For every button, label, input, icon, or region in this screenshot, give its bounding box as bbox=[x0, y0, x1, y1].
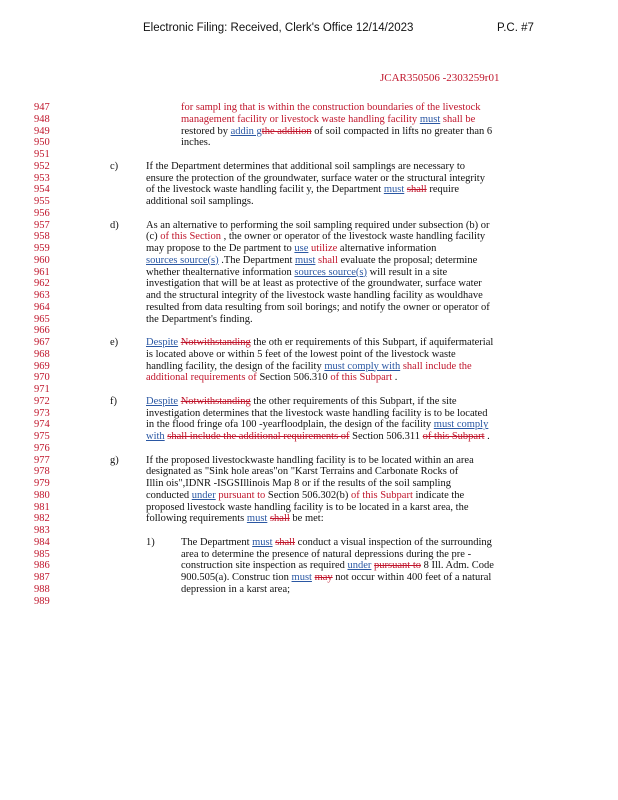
text-segment: If the Department determines that additional soil samplings are necessary to bbox=[146, 160, 465, 172]
text-line bbox=[146, 502, 468, 514]
subsection-label: f) bbox=[110, 395, 117, 407]
text-segment: utilize bbox=[308, 243, 338, 254]
text-line bbox=[146, 278, 482, 290]
line-number: 984 bbox=[34, 536, 50, 548]
text-segment: investigation determines that the livestock waste handling facility is to be located bbox=[146, 407, 488, 419]
line-number: 979 bbox=[34, 478, 50, 489]
text-line bbox=[146, 184, 459, 196]
text-line bbox=[146, 255, 477, 267]
text-segment: for sampl ing that is within the construction boundaries of the livestock bbox=[181, 102, 481, 113]
text-line bbox=[181, 102, 481, 114]
text-segment: additional soil samplings. bbox=[146, 196, 254, 207]
text-line bbox=[146, 372, 397, 384]
text-line bbox=[146, 243, 436, 255]
text-line bbox=[146, 196, 254, 208]
line-number: 975 bbox=[34, 431, 50, 442]
deleted-text: shall bbox=[275, 536, 296, 548]
text-segment: investigation that will be at least as protective of the groundwater, surface water bbox=[146, 278, 482, 290]
line-number: 947 bbox=[34, 102, 50, 113]
text-segment: proposed livestock waste handling facility is to be located in a karst area, the bbox=[146, 501, 469, 513]
text-segment: As an alternative to performing the soil sampling required under subsection (b) or bbox=[146, 219, 490, 231]
subsection-label: d) bbox=[110, 219, 119, 231]
inserted-text: sources source(s) bbox=[294, 266, 368, 278]
line-number: 969 bbox=[34, 360, 50, 372]
line-number: 965 bbox=[34, 313, 50, 325]
text-segment: , the owner or operator of the livestock waste handling facility bbox=[220, 231, 486, 243]
line-number: 948 bbox=[34, 113, 50, 125]
text-line bbox=[146, 361, 472, 373]
text-segment: designated as "Sink hole areas"on "Karst Terrains and Carbonate Rocks of bbox=[146, 466, 459, 478]
text-segment: .The Department bbox=[218, 254, 295, 266]
text-segment: Section 506.302(b) bbox=[265, 489, 352, 501]
text-line bbox=[181, 572, 491, 584]
line-number: 967 bbox=[34, 337, 50, 348]
line-number: 955 bbox=[34, 196, 50, 207]
text-segment: (c) bbox=[146, 231, 161, 243]
inserted-text: Despite bbox=[146, 337, 179, 348]
line-number: 986 bbox=[34, 560, 50, 572]
line-number: 985 bbox=[34, 548, 50, 560]
line-number: 964 bbox=[34, 301, 50, 313]
pc-number: P.C. #7 bbox=[497, 22, 534, 34]
line-number: 977 bbox=[34, 454, 50, 466]
deleted-text: Notwithstanding bbox=[180, 395, 251, 407]
text-segment: of soil compacted in lifts no greater than 6 bbox=[311, 125, 493, 137]
line-number: 987 bbox=[34, 572, 50, 583]
text-segment: management facility or livestock waste handling facility bbox=[181, 113, 420, 125]
text-segment: shall include the bbox=[400, 360, 472, 372]
text-segment: the oth er requirements of this Subpart, if aquifermaterial bbox=[250, 337, 494, 348]
line-number: 954 bbox=[34, 184, 50, 196]
text-segment: whether thealternative information bbox=[146, 266, 295, 278]
text-segment: not occur within 400 feet of a natural bbox=[332, 572, 492, 583]
text-line bbox=[181, 537, 492, 549]
text-line bbox=[146, 455, 474, 467]
text-line bbox=[181, 126, 492, 138]
subsection-label: 1) bbox=[146, 536, 155, 548]
text-segment: depression in a karst area; bbox=[181, 583, 291, 595]
text-segment: inches. bbox=[181, 137, 211, 149]
text-line bbox=[146, 431, 490, 443]
line-number: 973 bbox=[34, 407, 50, 419]
text-segment: indicate the bbox=[412, 489, 465, 501]
text-segment: in the flood fringe ofa 100 -yearfloodplain, the design of the facility bbox=[146, 419, 434, 431]
line-number: 949 bbox=[34, 125, 50, 137]
text-segment: 8 Ill. Adm. Code bbox=[421, 560, 494, 572]
line-number: 953 bbox=[34, 172, 50, 184]
text-segment: Section 506.310 bbox=[256, 372, 331, 384]
text-line bbox=[146, 419, 488, 431]
text-line bbox=[146, 302, 490, 314]
text-segment: following requirements bbox=[146, 513, 247, 525]
deleted-text: Notwithstanding bbox=[180, 337, 251, 348]
document-id: JCAR350506 -2303259r01 bbox=[380, 72, 500, 84]
line-number: 961 bbox=[34, 266, 50, 278]
line-number: 957 bbox=[34, 219, 50, 231]
line-number: 982 bbox=[34, 513, 50, 525]
text-segment: evaluate the proposal; determine bbox=[337, 254, 478, 266]
deleted-text: may bbox=[314, 572, 333, 583]
deleted-text: shall include the additional requirements of bbox=[167, 431, 350, 442]
text-segment: of this Subpart bbox=[351, 489, 413, 501]
text-segment: resulted from data resulting from soil borings; and notify the owner or operator of bbox=[146, 301, 490, 313]
text-segment: of this Subpart bbox=[330, 372, 393, 384]
text-line bbox=[146, 290, 483, 302]
text-segment: restored by bbox=[181, 125, 231, 137]
text-line bbox=[146, 478, 451, 490]
text-segment: of this Section bbox=[160, 231, 221, 243]
line-number: 970 bbox=[34, 372, 50, 384]
text-segment: Illin ois",IDNR -ISGSIllinois Map 8 or if the results of the soil sampling bbox=[146, 478, 451, 489]
text-segment: shall be bbox=[440, 113, 476, 125]
line-number: 968 bbox=[34, 348, 50, 360]
text-segment: be met: bbox=[289, 513, 324, 525]
inserted-text: must bbox=[252, 536, 273, 548]
text-segment: is located above or within 5 feet of the lowest point of the livestock waste bbox=[146, 348, 456, 360]
text-line bbox=[146, 220, 490, 232]
text-segment: ensure the protection of the groundwater, surface water or the structural integrity bbox=[146, 172, 485, 184]
line-number: 972 bbox=[34, 395, 50, 407]
line-number: 958 bbox=[34, 231, 50, 243]
inserted-text: use bbox=[294, 243, 309, 254]
text-line bbox=[146, 466, 458, 478]
text-segment: conducted bbox=[146, 489, 192, 501]
deleted-text: the addition bbox=[261, 125, 312, 137]
line-number: 950 bbox=[34, 137, 50, 149]
text-segment: area to determine the presence of natural depressions during the pre - bbox=[181, 548, 472, 560]
line-number: 978 bbox=[34, 466, 50, 478]
deleted-text: shall bbox=[269, 513, 290, 525]
text-segment: pursuant to bbox=[215, 489, 266, 501]
line-number: 962 bbox=[34, 278, 50, 290]
text-segment: conduct a visual inspection of the surrounding bbox=[295, 536, 492, 548]
text-line bbox=[146, 337, 493, 349]
inserted-text: with bbox=[146, 431, 165, 442]
text-line bbox=[181, 584, 290, 596]
line-number: 960 bbox=[34, 254, 50, 266]
line-number: 959 bbox=[34, 243, 50, 254]
line-number: 974 bbox=[34, 419, 50, 431]
inserted-text: Despite bbox=[146, 395, 179, 407]
text-segment: of the livestock waste handling facilit y, the Department bbox=[146, 184, 384, 196]
inserted-text: must bbox=[295, 254, 316, 266]
text-segment: the Department's finding. bbox=[146, 313, 253, 325]
text-line bbox=[181, 549, 471, 561]
inserted-text: addin g bbox=[230, 125, 262, 137]
inserted-text: under bbox=[191, 489, 216, 501]
text-segment: Section 506.311 bbox=[349, 431, 423, 442]
text-line bbox=[146, 231, 485, 243]
text-segment: alternative information bbox=[337, 243, 437, 254]
inserted-text: must bbox=[291, 572, 312, 583]
text-line bbox=[146, 267, 447, 279]
text-segment: construction site inspection as required bbox=[181, 560, 348, 572]
text-line bbox=[181, 114, 475, 126]
line-number: 963 bbox=[34, 290, 50, 301]
text-segment: handling facility, the design of the facility bbox=[146, 360, 325, 372]
text-segment: . bbox=[484, 431, 490, 442]
line-number: 983 bbox=[34, 525, 50, 536]
inserted-text: must comply with bbox=[324, 360, 401, 372]
filing-stamp: Electronic Filing: Received, Clerk's Office 12/14/2023 bbox=[143, 22, 414, 34]
text-line bbox=[146, 161, 465, 173]
text-segment: require bbox=[426, 184, 460, 196]
line-number: 951 bbox=[34, 149, 50, 160]
subsection-label: c) bbox=[110, 160, 119, 172]
text-line bbox=[146, 314, 253, 326]
line-number: 966 bbox=[34, 325, 50, 337]
line-number: 981 bbox=[34, 501, 50, 513]
inserted-text: must bbox=[419, 113, 441, 125]
line-number: 976 bbox=[34, 442, 50, 454]
subsection-label: g) bbox=[110, 454, 119, 466]
line-number: 989 bbox=[34, 595, 50, 607]
text-line bbox=[181, 560, 494, 572]
text-segment: the other requirements of this Subpart, if the site bbox=[250, 395, 457, 407]
inserted-text: sources source(s) bbox=[146, 254, 219, 266]
inserted-text: must bbox=[246, 513, 268, 525]
text-line bbox=[146, 513, 324, 525]
text-segment: will result in a site bbox=[367, 266, 448, 278]
text-segment: and the structural integrity of the livestock waste handling facility as wouldhave bbox=[146, 290, 483, 301]
line-number: 971 bbox=[34, 384, 50, 395]
inserted-text: must bbox=[383, 184, 405, 196]
inserted-text: must comply bbox=[433, 419, 489, 431]
line-number: 956 bbox=[34, 207, 50, 219]
text-segment: If the proposed livestockwaste handling facility is to be located within an area bbox=[146, 454, 474, 466]
text-segment: The Department bbox=[181, 536, 253, 548]
line-number: 988 bbox=[34, 583, 50, 595]
text-segment: shall bbox=[315, 254, 338, 266]
inserted-text: under bbox=[347, 560, 372, 572]
text-line bbox=[146, 408, 487, 420]
text-segment: additional requirements of bbox=[146, 372, 257, 384]
deleted-text: of this Subpart bbox=[422, 431, 485, 442]
text-line bbox=[146, 173, 485, 185]
text-line bbox=[181, 137, 210, 149]
deleted-text: pursuant to bbox=[374, 560, 421, 572]
text-segment: . bbox=[392, 372, 398, 384]
text-line bbox=[146, 349, 456, 361]
text-line bbox=[146, 490, 464, 502]
line-number: 952 bbox=[34, 160, 50, 172]
text-line bbox=[146, 396, 457, 408]
text-segment: may propose to the De partment to bbox=[146, 243, 295, 254]
subsection-label: e) bbox=[110, 337, 119, 348]
text-segment: 900.505(a). Construc tion bbox=[181, 572, 292, 583]
line-number: 980 bbox=[34, 489, 50, 501]
deleted-text: shall bbox=[406, 184, 427, 196]
